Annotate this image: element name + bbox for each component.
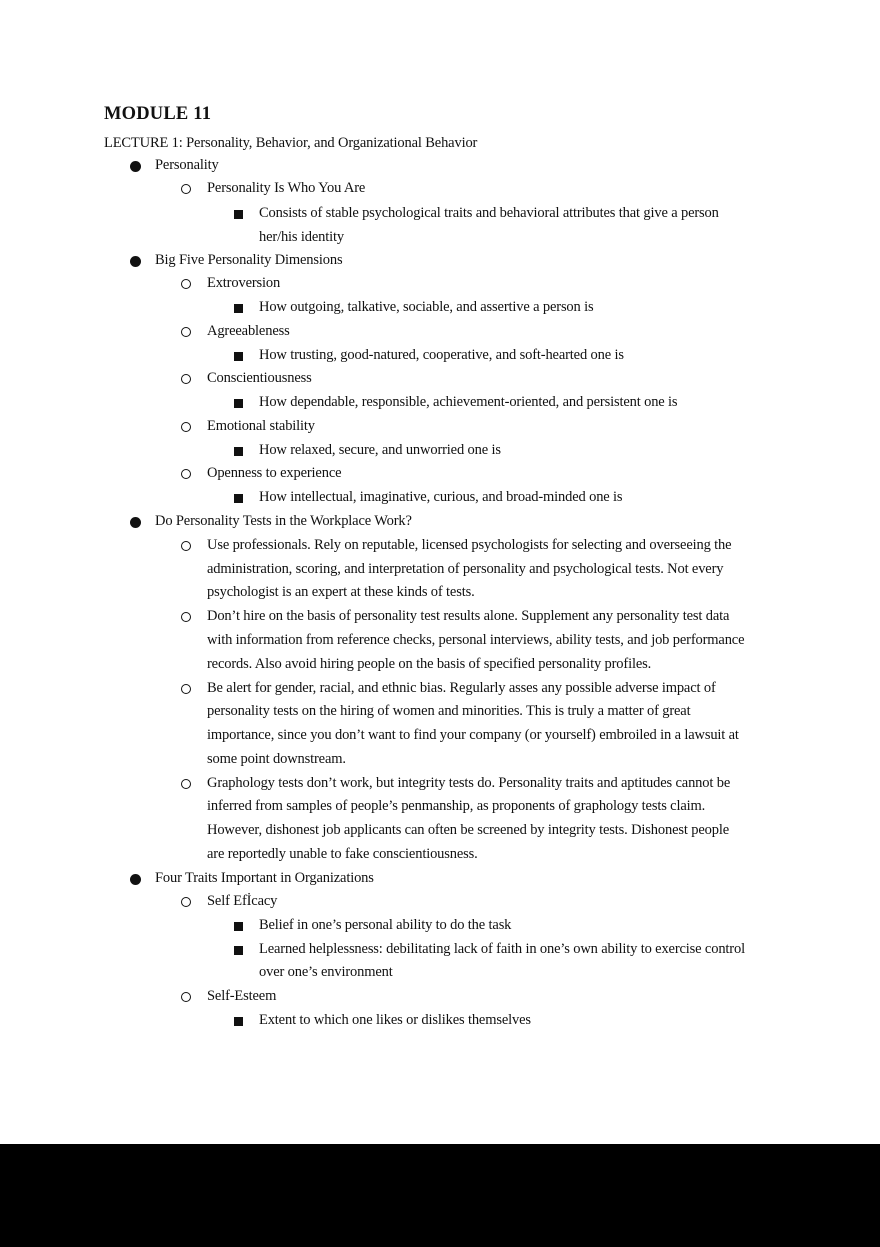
list-item-level-2: Self Efİcacy xyxy=(207,893,278,909)
module-title: MODULE 11 xyxy=(104,104,212,124)
square-bullet-icon xyxy=(234,1017,243,1026)
list-item-continuation: personality tests on the hiring of women and minorities. This is truly a matter of great xyxy=(207,703,691,719)
lecture-heading: LECTURE 1: Personality, Behavior, and Organizational Behavior xyxy=(104,135,478,151)
list-item-continuation: However, dishonest job applicants can often be screened by integrity tests. Dishonest people xyxy=(207,822,729,838)
list-item-level-1: Four Traits Important in Organizations xyxy=(155,870,374,886)
hollow-circle-bullet-icon xyxy=(181,422,191,432)
list-item-continuation: her/his identity xyxy=(259,229,344,245)
list-item-continuation: over one’s environment xyxy=(259,964,393,980)
hollow-circle-bullet-icon xyxy=(181,374,191,384)
hollow-circle-bullet-icon xyxy=(181,779,191,789)
list-item-level-2: Be alert for gender, racial, and ethnic bias. Regularly asses any possible adverse impact of xyxy=(207,680,716,696)
filled-circle-bullet-icon xyxy=(130,161,141,172)
list-item-level-3: How outgoing, talkative, sociable, and assertive a person is xyxy=(259,299,594,315)
square-bullet-icon xyxy=(234,447,243,456)
list-item-level-2: Don’t hire on the basis of personality test results alone. Supplement any personality test data xyxy=(207,608,730,624)
square-bullet-icon xyxy=(234,352,243,361)
list-item-level-1: Do Personality Tests in the Workplace Work? xyxy=(155,513,412,529)
list-item-level-3: Belief in one’s personal ability to do the task xyxy=(259,917,512,933)
hollow-circle-bullet-icon xyxy=(181,184,191,194)
list-item-level-2: Conscientiousness xyxy=(207,370,312,386)
hollow-circle-bullet-icon xyxy=(181,684,191,694)
list-item-continuation: administration, scoring, and interpretation of personality and psychological tests. Not every xyxy=(207,561,724,577)
list-item-level-3: How trusting, good-natured, cooperative, and soft-hearted one is xyxy=(259,347,624,363)
list-item-continuation: psychologist is an expert at these kinds of tests. xyxy=(207,584,475,600)
square-bullet-icon xyxy=(234,922,243,931)
list-item-level-2: Personality Is Who You Are xyxy=(207,180,366,196)
hollow-circle-bullet-icon xyxy=(181,279,191,289)
filled-circle-bullet-icon xyxy=(130,256,141,267)
list-item-level-2: Openness to experience xyxy=(207,465,342,481)
square-bullet-icon xyxy=(234,494,243,503)
filled-circle-bullet-icon xyxy=(130,874,141,885)
square-bullet-icon xyxy=(234,304,243,313)
filled-circle-bullet-icon xyxy=(130,517,141,528)
list-item-level-1: Personality xyxy=(155,157,219,173)
square-bullet-icon xyxy=(234,399,243,408)
list-item-continuation: importance, since you don’t want to find your company (or yourself) embroiled in a lawsuit at xyxy=(207,727,739,743)
list-item-continuation: some point downstream. xyxy=(207,751,346,767)
list-item-level-2: Use professionals. Rely on reputable, licensed psychologists for selecting and overseeing the xyxy=(207,537,732,553)
list-item-continuation: with information from reference checks, personal interviews, ability tests, and job performance xyxy=(207,632,745,648)
list-item-continuation: inferred from samples of people’s penmanship, as proponents of graphology tests claim. xyxy=(207,798,706,814)
hollow-circle-bullet-icon xyxy=(181,469,191,479)
list-item-level-3: How dependable, responsible, achievement-oriented, and persistent one is xyxy=(259,394,678,410)
list-item-level-3: Learned helplessness: debilitating lack of faith in one’s own ability to exercise control xyxy=(259,941,745,957)
hollow-circle-bullet-icon xyxy=(181,897,191,907)
list-item-continuation: records. Also avoid hiring people on the basis of specified personality profiles. xyxy=(207,656,652,672)
hollow-circle-bullet-icon xyxy=(181,327,191,337)
list-item-level-2: Agreeableness xyxy=(207,323,290,339)
list-item-level-3: Extent to which one likes or dislikes themselves xyxy=(259,1012,531,1028)
square-bullet-icon xyxy=(234,946,243,955)
list-item-level-3: How relaxed, secure, and unworried one is xyxy=(259,442,501,458)
square-bullet-icon xyxy=(234,210,243,219)
list-item-level-2: Extroversion xyxy=(207,275,281,291)
hollow-circle-bullet-icon xyxy=(181,541,191,551)
list-item-level-2: Self-Esteem xyxy=(207,988,277,1004)
list-item-level-2: Graphology tests don’t work, but integrity tests do. Personality traits and aptitudes cannot be xyxy=(207,775,731,791)
hollow-circle-bullet-icon xyxy=(181,612,191,622)
list-item-level-3: How intellectual, imaginative, curious, and broad-minded one is xyxy=(259,489,623,505)
list-item-level-3: Consists of stable psychological traits and behavioral attributes that give a person xyxy=(259,205,719,221)
list-item-level-1: Big Five Personality Dimensions xyxy=(155,252,343,268)
list-item-continuation: are reportedly unable to fake conscientiousness. xyxy=(207,846,478,862)
list-item-level-2: Emotional stability xyxy=(207,418,315,434)
hollow-circle-bullet-icon xyxy=(181,992,191,1002)
